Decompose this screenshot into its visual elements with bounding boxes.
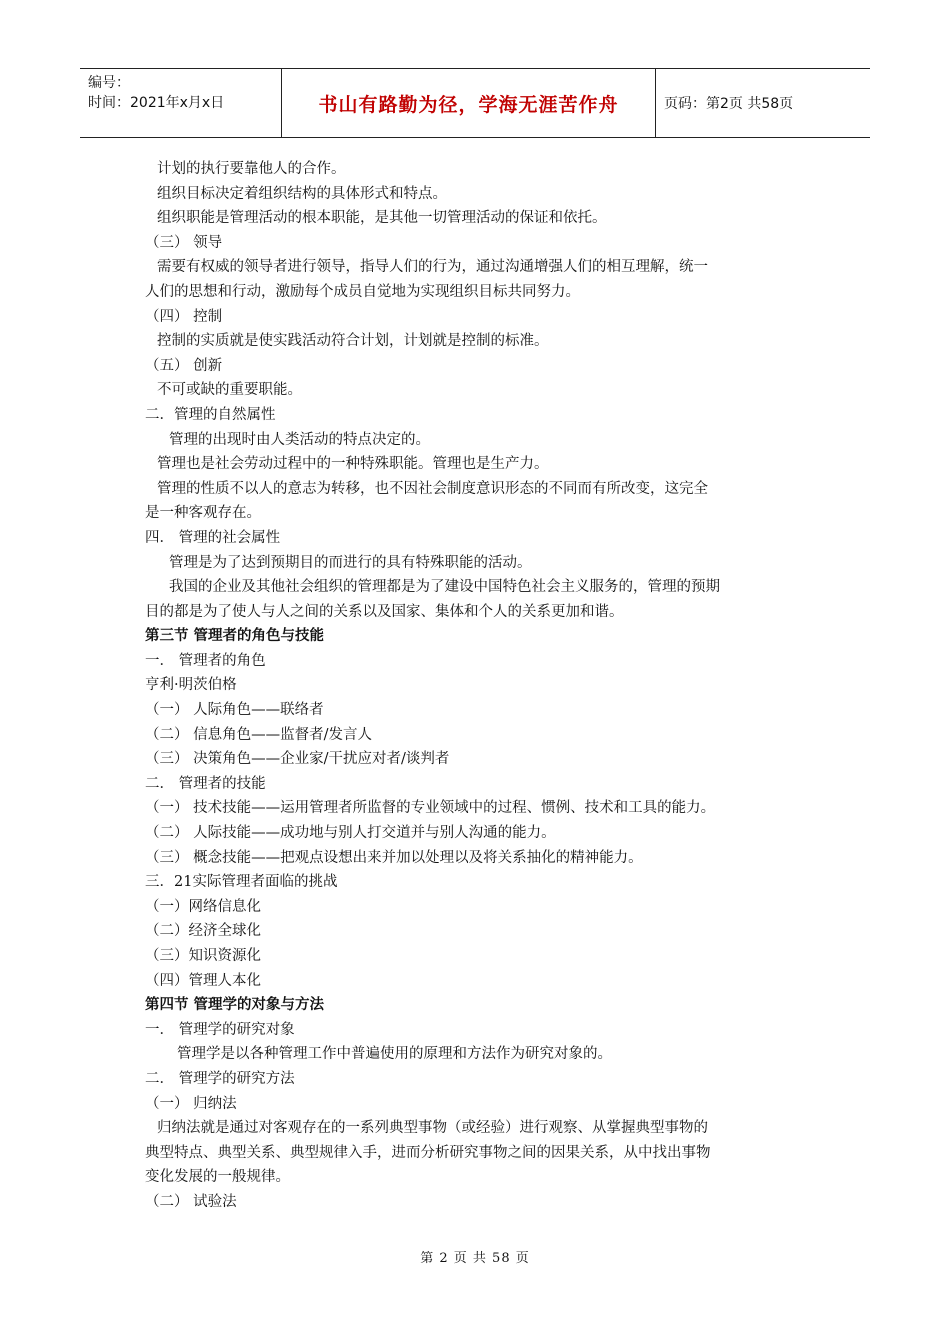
text-line: （一） 归纳法 [145,1095,237,1112]
text-line: 三．21实际管理者面临的挑战 [145,874,338,891]
text-line: （二） 人际技能——成功地与别人打交道并与别人沟通的能力。 [145,825,556,842]
section-heading: 第四节 管理学的对象与方法 [145,997,325,1014]
text-line: 计划的执行要靠他人的合作。 [157,161,346,177]
page-footer: 第 2 页 共 58 页 [420,1251,530,1266]
text-line: （二）经济全球化 [145,923,261,940]
number-label: 编号： [88,75,130,91]
text-line: 变化发展的一般规律。 [145,1169,290,1186]
document-body [145,157,810,1215]
text-line: （三） 领导 [145,234,223,251]
text-line: （三） 决策角色——企业家/干扰应对者/谈判者 [145,751,450,768]
text-line: 二． 管理学的研究方法 [145,1070,295,1087]
text-line: （五） 创新 [145,357,223,374]
text-line: （四）管理人本化 [145,972,261,989]
text-line: 目的都是为了使人与人之间的关系以及国家、集体和个人的关系更加和谐。 [145,603,624,620]
text-line: 亨利·明茨伯格 [145,677,237,694]
text-line: 管理的出现时由人类活动的特点决定的。 [169,431,430,448]
page-header [80,68,870,138]
text-line: （一） 技术技能——运用管理者所监督的专业领域中的过程、惯例、技术和工具的能力。 [145,800,716,817]
text-line: （四） 控制 [145,308,223,325]
time-label: 时间：2021年x月x日 [88,95,225,111]
text-line: 需要有权威的领导者进行领导，指导人们的行为，通过沟通增强人们的相互理解，统一 [157,259,708,276]
text-line: 二． 管理者的技能 [145,775,266,792]
text-line: 管理的性质不以人的意志为转移，也不因社会制度意识形态的不同而有所改变，这完全 [157,480,708,497]
text-line: （一）网络信息化 [145,898,261,915]
text-line: 是一种客观存在。 [145,505,261,522]
text-line: 管理学是以各种管理工作中普遍使用的原理和方法作为研究对象的。 [177,1046,612,1063]
section-heading: 第三节 管理者的角色与技能 [145,628,325,645]
text-line: 一． 管理学的研究对象 [145,1021,295,1038]
text-line: 组织职能是管理活动的根本职能，是其他一切管理活动的保证和依托。 [157,210,607,227]
text-line: 归纳法就是通过对客观存在的一系列典型事物（或经验）进行观察、从掌握典型事物的 [157,1120,708,1137]
text-line: 不可或缺的重要职能。 [157,382,302,399]
header-meta [80,69,282,137]
text-line: 人们的思想和行动，激励每个成员自觉地为实现组织目标共同努力。 [145,283,580,300]
text-line: （二） 信息角色——监督者/发言人 [145,726,372,743]
text-line: （一） 人际角色——联络者 [145,702,324,719]
text-line: 典型特点、典型关系、典型规律入手，进而分析研究事物之间的因果关系，从中找出事物 [145,1144,711,1161]
text-line: 我国的企业及其他社会组织的管理都是为了建设中国特色社会主义服务的，管理的预期 [169,579,720,596]
text-line: （三） 概念技能——把观点设想出来并加以处理以及将关系抽化的精神能力。 [145,849,643,866]
text-line: 四． 管理的社会属性 [145,529,281,546]
header-page-label: 页码：第2页 共58页 [664,96,794,112]
text-line: 组织目标决定着组织结构的具体形式和特点。 [157,185,447,202]
text-line: 管理是为了达到预期目的而进行的具有特殊职能的活动。 [169,554,532,571]
text-line: 控制的实质就是使实践活动符合计划，计划就是控制的标准。 [157,333,549,350]
text-line: 二．管理的自然属性 [145,406,276,423]
text-line: 一． 管理者的角色 [145,652,266,669]
header-motto: 书山有路勤为径，学海无涯苦作舟 [282,69,656,137]
text-line: （三）知识资源化 [145,948,261,964]
text-line: 管理也是社会劳动过程中的一种特殊职能。管理也是生产力。 [157,456,549,473]
text-line: （二） 试验法 [145,1193,237,1210]
